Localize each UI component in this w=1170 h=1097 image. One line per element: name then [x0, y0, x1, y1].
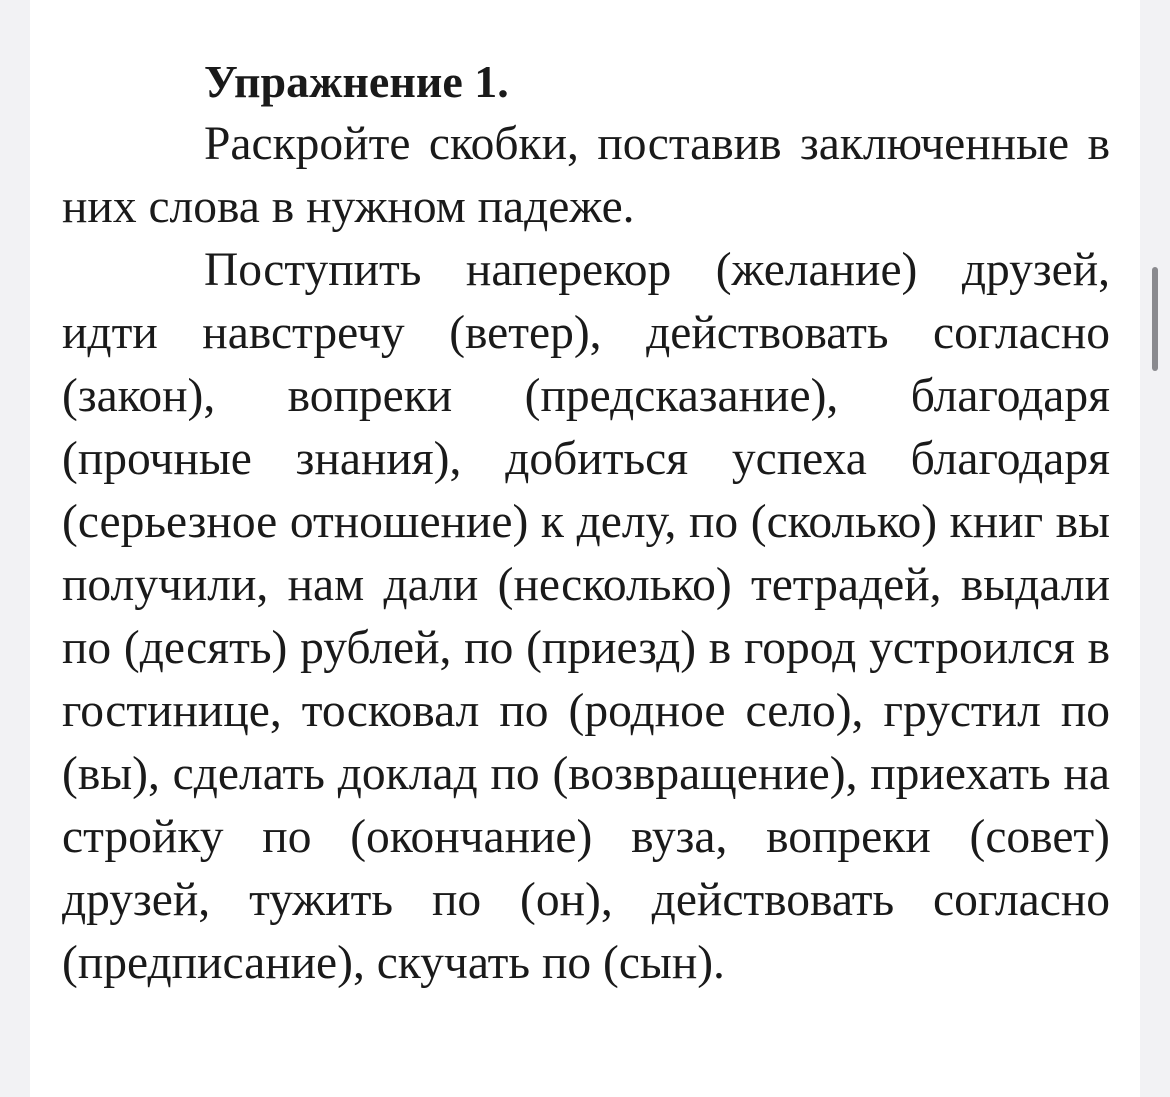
exercise-content — [62, 50, 1110, 995]
document-page — [30, 0, 1140, 1097]
vertical-scrollbar[interactable] — [1152, 267, 1158, 371]
exercise-instruction: Раскройте скобки, поставив заключенные в них слова в нужном падеже. — [62, 118, 1110, 233]
exercise-title: Упражнение 1. — [204, 56, 509, 107]
exercise-text: Поступить наперекор (желание) друзей, идти навстречу (ветер), действовать согласно (закон), вопреки (предсказание), благодаря (прочные знания), добиться успеха благодаря (серьезное отношение) к делу, по (сколько) книг вы получили, нам дали (несколько) тетрадей, выдали по (десять) рублей, по (приезд) в город устроился в гостинице, тосковал по (родное село), грустил по (вы), сделать доклад по (возвращение), приехать на стройку по (окончание) вуза, вопреки (совет) друзей, тужить по (он), действовать согласно (предписание), скучать по (сын). — [62, 244, 1110, 989]
